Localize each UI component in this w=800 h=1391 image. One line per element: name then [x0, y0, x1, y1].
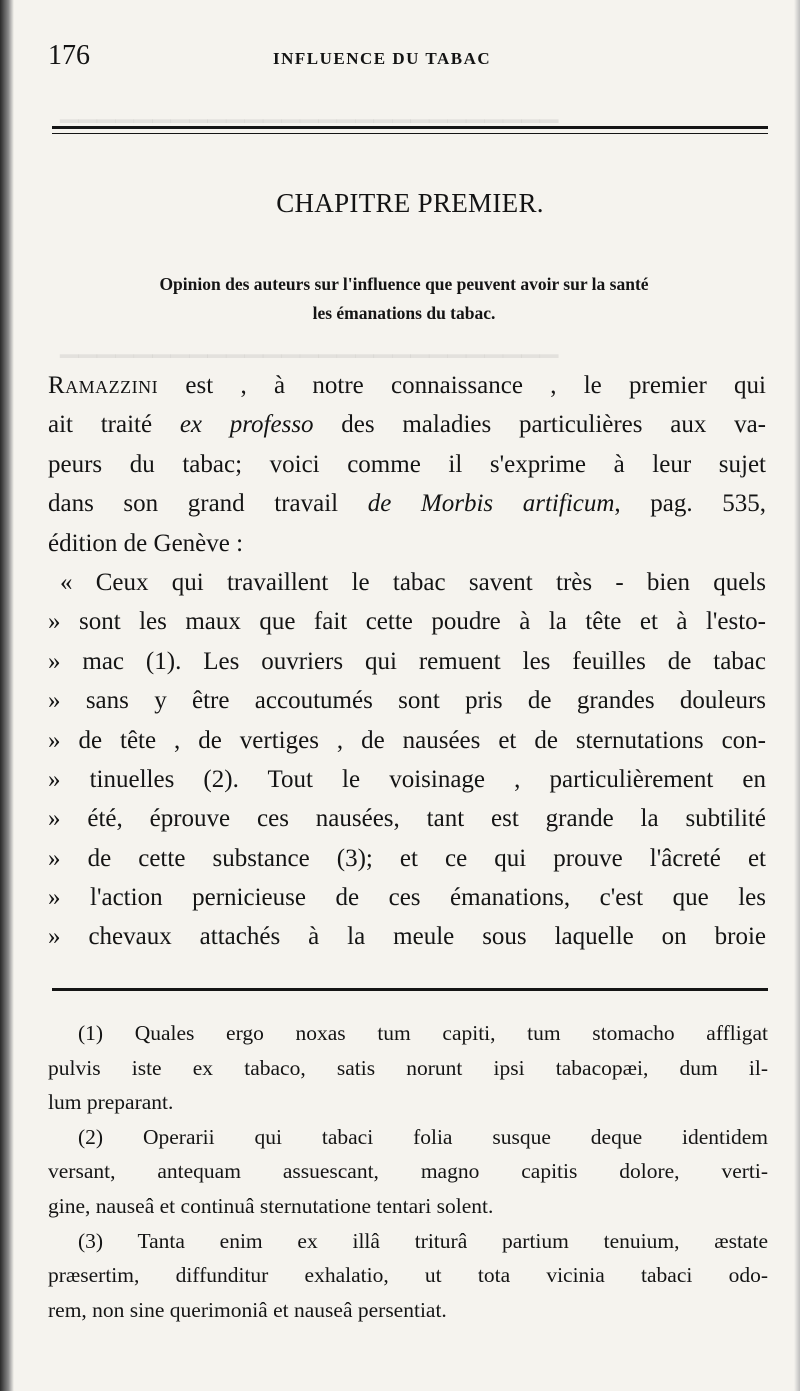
quote-line: » l'action pernicieuse de ces émanations, c'est que les — [48, 884, 766, 912]
body-line — [48, 484, 766, 523]
quote-line: » mac (1). Les ouvriers qui remuent les feuilles de tabac — [48, 647, 766, 675]
footnotes — [48, 1016, 768, 1327]
body-line-text: est , à notre connaissance , le premier qui — [158, 372, 766, 399]
subtitle-line: les émanations du tabac. — [312, 303, 496, 323]
chapter-subtitle — [46, 270, 762, 328]
quote-line: » été, éprouve ces nausées, tant est grande la subtilité — [48, 805, 766, 833]
body-line: édition de Genève : — [48, 529, 244, 557]
quote-line: » sont les maux que fait cette poudre à la tête et à l'esto- — [48, 608, 766, 636]
running-head: INFLUENCE DU TABAC — [273, 49, 492, 68]
body-line — [48, 366, 766, 405]
page-number: 176 — [48, 40, 90, 71]
chapter-title: CHAPITRE PREMIER. — [276, 188, 544, 218]
italic-title: de Morbis artificum — [367, 490, 615, 518]
italic-phrase: ex professo — [179, 411, 314, 439]
footnote-3-line: (3) Tanta enim ex illâ triturâ partium tenuium, æstate — [78, 1228, 768, 1253]
body-line-text: dans son grand travail — [48, 490, 368, 518]
footnote-3-line: rem, non sine querimoniâ et nauseâ persentiat. — [48, 1297, 447, 1322]
footnote-2-line: gine, nauseâ et continuâ sternutatione tentari solent. — [48, 1193, 494, 1218]
quote-line: » sans y être accoutumés sont pris de grandes douleurs — [48, 687, 766, 715]
author-name: Ramazzini — [48, 372, 159, 399]
quote-line: » tinuelles (2). Tout le voisinage , particulièrement en — [48, 765, 766, 793]
footnote-1-line: (1) Quales ergo noxas tum capiti, tum stomacho affligat — [78, 1021, 768, 1045]
body-line — [48, 405, 766, 444]
footnote-1-line: lum preparant. — [48, 1090, 174, 1115]
footnote-2-line: versant, antequam assuescant, magno capitis dolore, verti- — [48, 1159, 768, 1184]
footnote-1-line: pulvis iste ex tabaco, satis norunt ipsi tabacopæi, dum il- — [48, 1055, 768, 1080]
body-line-text: , pag. 535, — [614, 490, 766, 518]
quote-line: » de tête , de vertiges , de nausées et de sternutations con- — [48, 726, 766, 754]
footnote-rule — [52, 988, 768, 991]
footnote-2-line: (2) Operarii qui tabaci folia susque deque identidem — [78, 1124, 768, 1149]
quote-line: » chevaux attachés à la meule sous laquelle on broie — [48, 923, 766, 951]
header-rule-thin — [52, 133, 768, 134]
quote-line: « Ceux qui travaillent le tabac savent très - bien quels — [60, 568, 766, 596]
quote-line: » de cette substance (3); et ce qui prouve l'âcreté et — [48, 844, 766, 872]
page-header — [48, 40, 768, 80]
body-paragraph — [48, 366, 766, 957]
show-through: ▁▁▁▁▁▁▁▁▁▁▁▁▁▁▁▁▁▁▁▁▁▁▁▁▁▁▁ — [60, 97, 559, 123]
body-line: peurs du tabac; voici comme il s'exprime à leur sujet — [48, 450, 766, 478]
footnote-3-line: præsertim, diffunditur exhalatio, ut tota vicinia tabaci odo- — [48, 1263, 768, 1288]
body-line-text: des maladies particulières aux va- — [313, 411, 766, 439]
show-through: ▁▁▁▁▁▁▁▁▁▁▁▁▁▁▁▁▁▁▁▁▁▁▁▁▁▁▁ — [60, 332, 559, 358]
subtitle-line: Opinion des auteurs sur l'influence que peuvent avoir sur la santé — [159, 274, 649, 294]
header-rule — [52, 126, 768, 129]
body-line-text: ait traité — [48, 411, 180, 439]
